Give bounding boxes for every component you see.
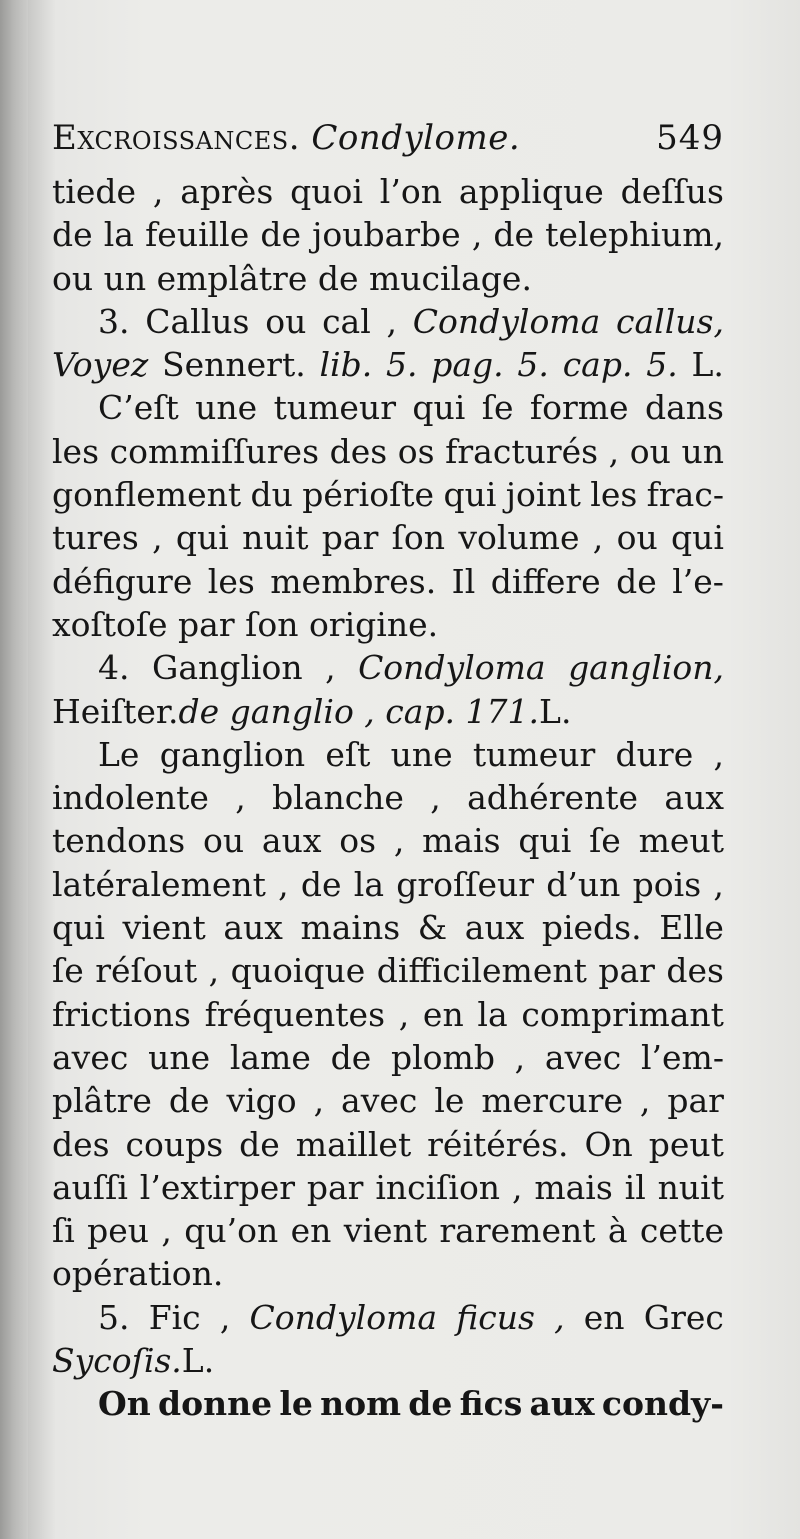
text-line: C’eſt une tumeur qui ſe forme dans (98, 388, 724, 428)
text-line: qui vient aux mains & aux pieds. Elle (52, 908, 724, 948)
page-number: 549 (656, 118, 724, 158)
text-line: tendons ou aux os , mais qui ſe meut (52, 821, 724, 861)
page-text (52, 118, 724, 1426)
text-line: Voyez Sennert. lib. 5. pag. 5. cap. 5. L. (52, 345, 724, 385)
text-line: 3. Callus ou cal , Condyloma callus, (98, 301, 724, 341)
text-line: gonflement du périoſte qui joint les frac- (52, 475, 724, 515)
text-line: les commiſſures des os fracturés , ou un (52, 431, 724, 471)
text-line: tures , qui nuit par ſon volume , ou qui (52, 518, 724, 558)
text-line: xoſtoſe par ſon origine. (52, 604, 439, 644)
text-line: défigure les membres. Il differe de l’e- (52, 561, 724, 601)
text-line: ſi peu , qu’on en vient rarement à cette (52, 1211, 724, 1251)
text-line: frictions fréquentes , en la comprimant (52, 994, 724, 1034)
text-line: opération. (52, 1254, 224, 1294)
text-line: 4. Ganglion , Condyloma ganglion, (98, 648, 724, 688)
text-line: avec une lame de plomb , avec l’em- (52, 1037, 724, 1077)
book-spine-shadow (0, 0, 30, 1539)
text-line: Le ganglion eſt une tumeur dure , (98, 734, 724, 774)
text-line: 5. Fic , Condyloma ficus , en Grec (98, 1297, 724, 1337)
text-line: des coups de maillet réitérés. On peut (52, 1124, 724, 1164)
running-title (52, 118, 520, 158)
running-title-main: Excroissances. (52, 118, 300, 158)
text-line: de la feuille de joubarbe , de telephium, (52, 215, 724, 255)
running-header (52, 118, 724, 170)
running-title-sub: Condylome. (311, 118, 521, 158)
text-line: plâtre de vigo , avec le mercure , par (52, 1081, 724, 1121)
text-line: auſſi l’extirper par inciſion , mais il nuit (52, 1167, 724, 1207)
text-line: On donne le nom de fics aux condy- (98, 1384, 724, 1424)
body-lines (52, 170, 724, 1426)
text-line: tiede , après quoi l’on applique deſſus (52, 172, 724, 211)
text-line: latéralement , de la groſſeur d’un pois , (52, 864, 724, 904)
text-line: ſe réſout , quoique difficilement par des (52, 951, 724, 991)
text-line: indolente , blanche , adhérente aux (52, 778, 724, 818)
text-line: Heiſter. de ganglio , cap. 171. L. (52, 691, 572, 731)
text-line: ou un emplâtre de mucilage. (52, 258, 532, 298)
text-line: Sycoſis. L. (52, 1341, 215, 1381)
